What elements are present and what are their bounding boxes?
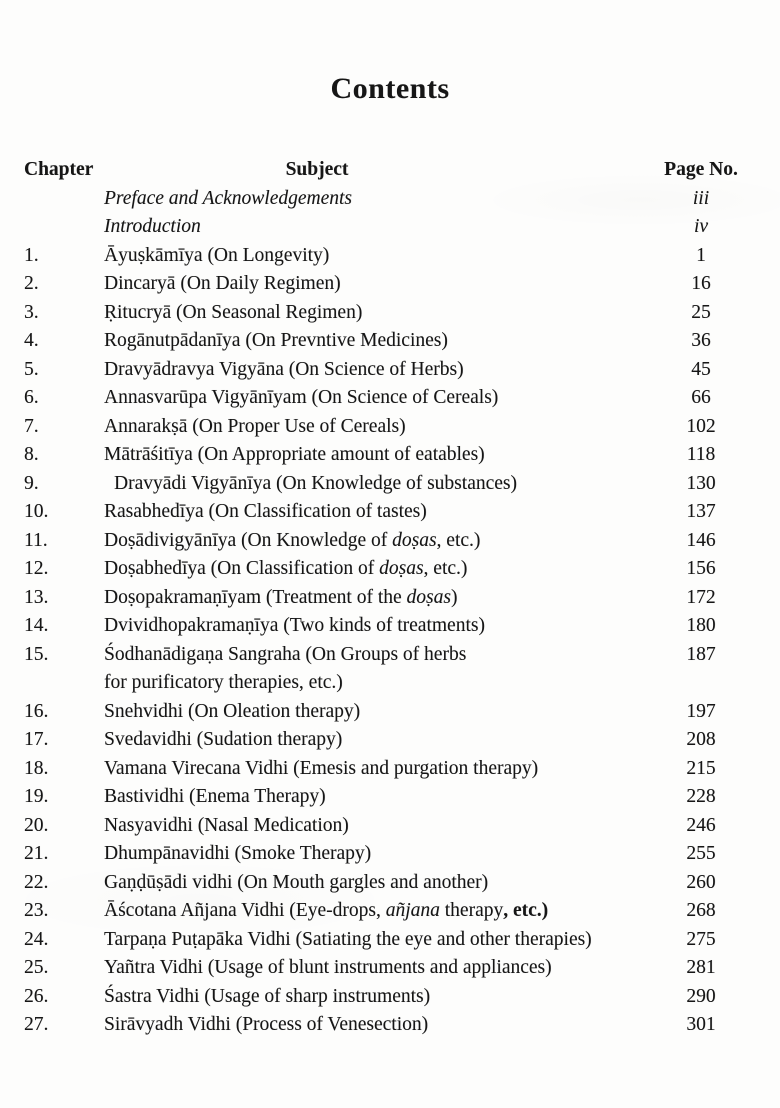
toc-row [24,527,756,556]
chapter-title-line [104,558,467,579]
chapter-title-line [104,729,342,750]
chapter-title-part: doṣas [379,558,424,579]
column-header-chapter: Chapter [24,159,94,180]
chapter-title-part: Annarakṣā (On Proper Use of Cereals) [104,415,406,437]
chapter-title-part: Bastividhi (Enema Therapy) [104,786,326,807]
chapter-number: 9. [24,472,39,494]
page-number: 260 [686,871,716,893]
column-header-page: Page No. [664,159,738,180]
chapter-title-part: , etc.) [436,529,481,551]
chapter-number: 18. [24,757,49,779]
toc-row [24,327,756,356]
chapter-number: 5. [24,358,39,380]
page-number: 301 [686,1014,716,1035]
page-number: 1 [696,244,706,266]
chapter-title-part: Śodhanādigaṇa Sangraha (On Groups of herbs [104,643,467,665]
chapter-title-line [104,501,427,522]
chapter-title-line [104,758,538,779]
chapter-title-line2: for purificatory therapies, etc.) [104,672,343,693]
chapter-title-part: Doṣopakramaṇīyam (Treatment of the [104,586,407,608]
chapter-number: 19. [24,786,49,807]
chapter-title-line [104,273,341,294]
chapter-number: 25. [24,957,49,978]
toc-row [24,812,756,841]
chapter-title-line [104,872,488,893]
toc-row [24,926,756,955]
page-number: 255 [686,843,716,864]
chapter-number: 10. [24,501,49,522]
chapter-title-line [104,786,326,807]
chapter-title-line [104,1014,428,1035]
chapter-title-line [104,986,430,1007]
chapter-number: 12. [24,558,49,579]
page-number: 187 [686,643,716,665]
page-number: 25 [691,301,711,323]
toc-row [24,612,756,641]
page-number: 130 [686,472,716,494]
chapter-title-line [104,644,466,665]
chapter-number: 14. [24,615,49,636]
chapter-title-part: Gaṇḍūṣādi vidhi (On Mouth gargles and another) [104,871,489,893]
chapter-title [104,726,646,755]
chapter-title [104,755,646,784]
chapter-title-part: Doṣādivigyānīya (On Knowledge of [104,529,393,551]
chapter-title-part: , etc.) [423,558,468,579]
toc-row [24,470,756,499]
front-matter-title: Introduction [104,216,201,237]
chapter-title-part: therapy [439,900,504,921]
toc-row [24,356,756,385]
page-number: 156 [686,558,716,579]
chapter-title-line [104,843,371,864]
chapter-title [104,641,646,698]
toc-row [24,954,756,983]
chapter-number: 23. [24,900,49,921]
front-matter-title: Preface and Acknowledgements [104,187,353,209]
chapter-title-part: Ṛitucryā (On Seasonal Regimen) [104,301,363,323]
chapter-title [104,384,646,413]
toc-row [24,584,756,613]
chapter-title-part: Dincaryā (On Daily Regimen) [104,273,341,294]
chapter-title-part: Annasvarūpa Vigyānīyam (On Science of Cereals) [104,387,499,408]
chapter-title-part: Dhumpānavidhi (Smoke Therapy) [104,843,372,864]
chapter-title [104,413,646,442]
chapter-number: 4. [24,330,39,351]
front-matter-row [24,185,756,214]
chapter-title-line [104,416,406,437]
page-number: 118 [686,444,716,465]
chapter-number: 1. [24,244,39,266]
chapter-number: 11. [24,529,48,551]
page-number: 45 [691,358,711,380]
toc-row [24,242,756,271]
toc-row [24,441,756,470]
chapter-number: 2. [24,273,39,294]
chapter-title [104,897,646,926]
chapter-number: 27. [24,1014,49,1035]
chapter-title [104,926,646,955]
page-number: 146 [686,529,716,551]
page-number: 215 [686,757,716,779]
chapter-title-part: doṣas [392,529,437,551]
page-number: 246 [686,814,716,836]
page-number: 268 [686,900,716,921]
toc-row [24,498,756,527]
toc-row [24,413,756,442]
chapter-title [104,783,646,812]
toc-row [24,299,756,328]
chapter-title-line [104,701,360,722]
chapter-title-part: Śastra Vidhi (Usage of sharp instruments) [104,985,431,1007]
toc-rows-container [24,185,756,1040]
chapter-title [104,840,646,869]
chapter-title-line [104,245,329,266]
chapter-title [104,812,646,841]
chapter-title-line [104,815,349,836]
page-number: 180 [686,615,716,636]
column-header-subject-cell [104,156,646,185]
chapter-title [104,555,646,584]
toc-header-row [24,156,756,185]
chapter-number: 16. [24,700,49,722]
toc-table [24,156,756,1040]
page-number: 275 [686,928,716,950]
chapter-title [104,527,646,556]
chapter-title-line [104,359,464,380]
chapter-title-part: Rasabhedīya (On Classification of tastes) [104,501,427,522]
chapter-title-part: Āyuṣkāmīya (On Longevity) [104,244,330,266]
chapter-title-part: Svedavidhi (Sudation therapy) [104,729,343,750]
page-number: 137 [686,501,716,522]
chapter-title-part: Snehvidhi (On Oleation therapy) [104,700,361,722]
toc-row [24,641,756,698]
page-number: 281 [686,957,716,978]
chapter-title-part: Dvividhopakramaṇīya (Two kinds of treatments) [104,615,485,636]
chapter-number: 17. [24,729,49,750]
page-number: 197 [686,700,716,722]
toc-row [24,726,756,755]
page-number: 36 [691,330,711,351]
chapter-title-part: Yañtra Vidhi (Usage of blunt instruments and appliances) [104,957,552,978]
chapter-title-part: Nasyavidhi (Nasal Medication) [104,814,349,836]
chapter-title [104,270,646,299]
chapter-title [104,1011,646,1040]
toc-row [24,384,756,413]
chapter-title [104,299,646,328]
chapter-title-part: Doṣabhedīya (On Classification of [104,558,380,579]
toc-row [24,869,756,898]
chapter-title-part: , etc.) [503,900,549,921]
page-number: 208 [686,729,716,750]
toc-row [24,270,756,299]
chapter-title-line [104,444,485,465]
chapter-title [104,612,646,641]
chapter-title [104,698,646,727]
toc-row [24,1011,756,1040]
page-number: 16 [691,273,711,294]
chapter-title [104,356,646,385]
toc-row [24,983,756,1012]
chapter-title-part: Dravyādi Vigyānīya (On Knowledge of substances) [114,472,517,494]
chapter-title-line [104,387,498,408]
page-number: 290 [686,985,716,1007]
chapter-title-line [104,587,457,608]
chapter-title-line [104,302,362,323]
toc-row [24,897,756,926]
toc-row [24,698,756,727]
chapter-title [104,242,646,271]
chapter-title [104,327,646,356]
chapter-title-part: doṣas [406,586,451,608]
chapter-number: 26. [24,985,49,1007]
chapter-title-part: Mātrāśitīya (On Appropriate amount of eatables) [104,444,485,465]
chapter-number: 7. [24,415,39,437]
chapter-title-line [104,957,552,978]
chapter-title-line [104,330,448,351]
chapter-title-part: Sirāvyadh Vidhi (Process of Venesection) [104,1014,429,1035]
chapter-title-line [114,473,517,494]
chapter-title-part: Vamana Virecana Vidhi (Emesis and purgation therapy) [104,757,539,779]
front-matter-row [24,213,756,242]
chapter-title [104,954,646,983]
chapter-title-line [104,900,548,921]
page-number: 102 [686,415,716,437]
chapter-title-part: ) [450,586,458,608]
page-number: 66 [691,387,711,408]
chapter-title [104,441,646,470]
chapter-title-part: añjana [385,900,440,921]
chapter-title-part: Dravyādravya Vigyāna (On Science of Herbs) [104,358,464,380]
toc-row [24,555,756,584]
toc-row [24,783,756,812]
chapter-number: 3. [24,301,39,323]
page-number: iii [692,187,710,209]
chapter-number: 13. [24,586,49,608]
chapter-title-part: Rogānutpādanīya (On Prevntive Medicines) [104,330,448,351]
toc-row [24,755,756,784]
toc-row [24,840,756,869]
chapter-title-line [104,530,480,551]
chapter-title [104,498,646,527]
chapter-number: 6. [24,387,39,408]
page-number: iv [693,216,709,237]
chapter-title [104,470,646,499]
chapter-title [104,869,646,898]
chapter-number: 21. [24,843,49,864]
chapter-number: 22. [24,871,49,893]
chapter-number: 24. [24,928,49,950]
chapter-title [104,983,646,1012]
chapter-title [104,584,646,613]
chapter-title-part: Tarpaṇa Puṭapāka Vidhi (Satiating the eye and other therapies) [104,928,592,950]
page-number: 228 [686,786,716,807]
chapter-number: 8. [24,444,39,465]
column-header-subject: Subject [285,159,349,180]
page-title: Contents [330,72,450,105]
chapter-title-part: Āścotana Añjana Vidhi (Eye-drops, [104,900,386,921]
chapter-title-line [104,615,485,636]
chapter-number: 15. [24,643,49,665]
page-number: 172 [686,586,716,608]
chapter-title-line [104,929,592,950]
chapter-number: 20. [24,814,49,836]
